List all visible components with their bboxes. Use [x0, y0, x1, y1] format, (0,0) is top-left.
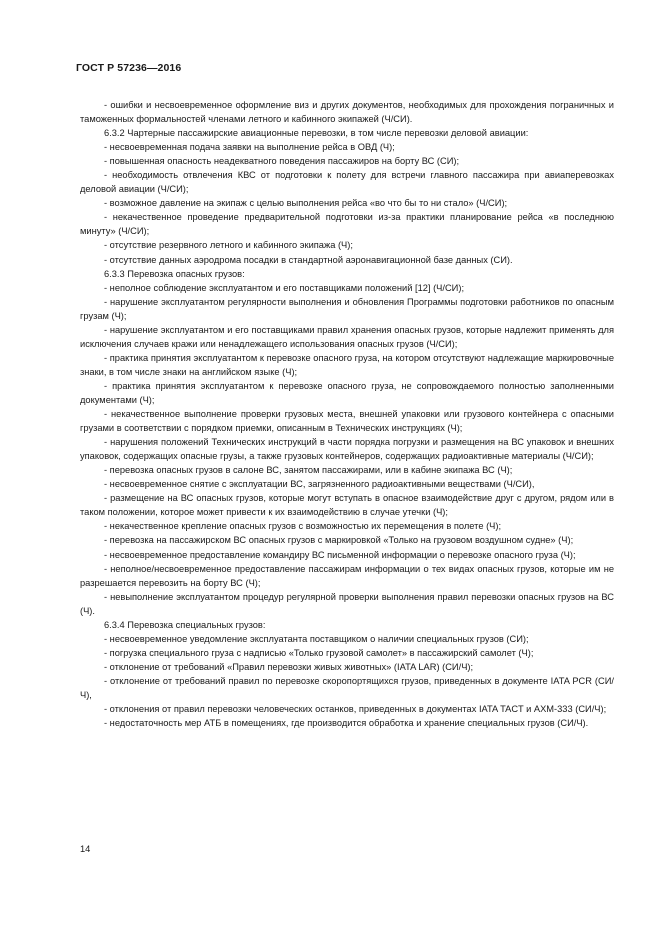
list-item: - несвоевременная подача заявки на выполнение рейса в ОВД (Ч); [104, 142, 395, 153]
document-body [80, 98, 614, 730]
document-header: ГОСТ Р 57236—2016 [76, 62, 182, 74]
list-item: - некачественное проведение предварительной подготовки из-за практики планирование рейса «в последнюю минуту» (Ч/СИ); [80, 212, 614, 237]
list-item: - возможное давление на экипаж с целью выполнения рейса «во что бы то ни стало» (Ч/СИ); [104, 198, 508, 209]
list-item: - нарушение эксплуатантом и его поставщиками правил хранения опасных грузов, которые надлежит применять для исключения случаев кражи или ненадлежащего использования опасных грузов (Ч/СИ); [80, 324, 614, 349]
list-item: - невыполнение эксплуатантом процедур регулярной проверки выполнения правил перевозки опасных грузов на ВС (Ч). [80, 591, 614, 616]
list-item: - неполное/несвоевременное предоставление пассажирам информации о тех видах опасных грузов, которые им не разрешается перевозить на борту ВС (Ч); [80, 563, 614, 588]
list-item: - несвоевременное предоставление командиру ВС письменной информации о перевозке опасного груза (Ч); [104, 549, 576, 560]
list-item: - некачественное крепление опасных грузов с возможностью их перемещения в полете (Ч); [104, 521, 502, 532]
list-item: - нарушения положений Технических инструкций в части порядка погрузки и размещения на ВС упаковок и внешних упаковок, содержащих опасные грузы, а также грузовых контейнеров, содержащих радиоактивные материалы (Ч/СИ); [80, 437, 614, 462]
list-item: - отсутствие данных аэродрома посадки в стандартной аэронавигационной базе данных (СИ). [104, 254, 513, 265]
list-item: - отклонение от требований правил по перевозке скоропортящихся грузов, приведенных в документе IATA PCR (СИ/Ч), [80, 675, 614, 700]
list-item: - отклонения от правил перевозки человеческих останков, приведенных в документах IATA TACT и АХМ-333 (СИ/Ч); [104, 704, 607, 715]
list-item: - неполное соблюдение эксплуатантом и его поставщиками положений [12] (Ч/СИ); [104, 282, 465, 293]
section-heading-6-3-2: 6.3.2 Чартерные пассажирские авиационные перевозки, в том числе перевозки деловой авиации: [104, 128, 529, 139]
paragraph: - ошибки и несвоевременное оформление виз и других документов, необходимых для прохождения пограничных и таможенных формальностей членами летного и кабинного экипажей (Ч/СИ). [80, 100, 614, 125]
list-item: - практика принятия эксплуатантом к перевозке опасного груза, на котором отсутствуют надлежащие маркировочные знаки, в том числе знаки на английском языке (Ч); [80, 352, 614, 377]
section-heading-6-3-4: 6.3.4 Перевозка специальных грузов: [104, 619, 266, 630]
list-item: - отклонение от требований «Правил перевозки живых животных» (IATA LAR) (СИ/Ч); [104, 661, 474, 672]
list-item: - недостаточность мер АТБ в помещениях, где производится обработка и хранение специальных грузов (СИ/Ч). [104, 718, 589, 729]
list-item: - необходимость отвлечения КВС от подготовки к полету для встречи главного пассажира при авиаперевозках деловой авиации (Ч/СИ); [80, 170, 614, 195]
page-number: 14 [80, 844, 91, 854]
list-item: - перевозка на пассажирском ВС опасных грузов с маркировкой «Только на грузовом воздушном судне» (Ч); [104, 535, 574, 546]
list-item: - повышенная опасность неадекватного поведения пассажиров на борту ВС (СИ); [104, 156, 460, 167]
list-item: - погрузка специального груза с надписью «Только грузовой самолет» в пассажирский самолет (Ч); [104, 647, 534, 658]
list-item: - отсутствие резервного летного и кабинного экипажа (Ч); [104, 240, 353, 251]
list-item: - некачественное выполнение проверки грузовых места, внешней упаковки или грузового контейнера с опасными грузами в соответствии с порядком приемки, описанным в Технических инструкциях (Ч); [80, 409, 614, 434]
list-item: - перевозка опасных грузов в салоне ВС, занятом пассажирами, или в кабине экипажа ВС (Ч); [104, 465, 513, 476]
list-item: - размещение на ВС опасных грузов, которые могут вступать в опасное взаимодействие друг с другом, рядом или в таком положении, которое может привести к их взаимодействию в случае утечки (Ч); [80, 493, 614, 518]
section-heading-6-3-3: 6.3.3 Перевозка опасных грузов: [104, 268, 245, 279]
list-item: - несвоевременное уведомление эксплуатанта поставщиком о наличии специальных грузов (СИ); [104, 633, 529, 644]
list-item: - несвоевременное снятие с эксплуатации ВС, загрязненного радиоактивными веществами (Ч/СИ), [104, 479, 535, 490]
list-item: - нарушение эксплуатантом регулярности выполнения и обновления Программы подготовки работников по опасным грузам (Ч); [80, 296, 614, 321]
list-item: - практика принятия эксплуатантом к перевозке опасного груза, не сопровождаемого полностью заполненными документами (Ч); [80, 380, 614, 405]
